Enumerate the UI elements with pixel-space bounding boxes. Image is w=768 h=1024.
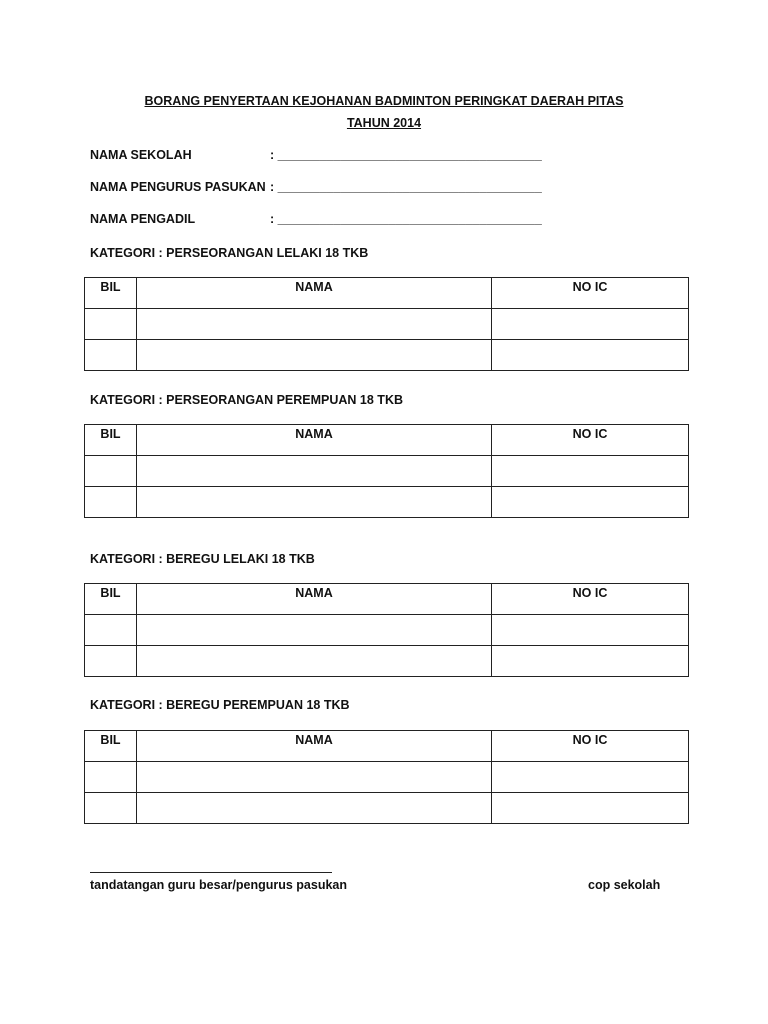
bil-cell[interactable]	[85, 309, 137, 340]
column-header-noic: NO IC	[492, 584, 689, 615]
noic-cell[interactable]	[492, 793, 689, 824]
noic-cell[interactable]	[492, 309, 689, 340]
column-header-nama: NAMA	[137, 731, 492, 762]
table-row	[85, 340, 689, 371]
column-header-bil: BIL	[85, 425, 137, 456]
table-row	[85, 762, 689, 793]
school-name-label: NAMA SEKOLAH	[90, 148, 192, 162]
column-header-nama: NAMA	[137, 584, 492, 615]
entry-table	[84, 730, 689, 824]
referee-name-label: NAMA PENGADIL	[90, 212, 196, 226]
nama-cell[interactable]	[137, 793, 492, 824]
column-header-bil: BIL	[85, 278, 137, 309]
nama-cell[interactable]	[137, 309, 492, 340]
noic-cell[interactable]	[492, 456, 689, 487]
column-header-bil: BIL	[85, 731, 137, 762]
signature-line[interactable]	[90, 872, 332, 873]
column-header-bil: BIL	[85, 584, 137, 615]
table-row	[85, 487, 689, 518]
bil-cell[interactable]	[85, 487, 137, 518]
table-row	[85, 646, 689, 677]
table-row	[85, 309, 689, 340]
nama-cell[interactable]	[137, 340, 492, 371]
nama-cell[interactable]	[137, 762, 492, 793]
table-header-row	[85, 425, 689, 456]
nama-cell[interactable]	[137, 615, 492, 646]
bil-cell[interactable]	[85, 615, 137, 646]
bil-cell[interactable]	[85, 456, 137, 487]
category-heading: KATEGORI : BEREGU PEREMPUAN 18 TKB	[90, 698, 350, 712]
form-title: BORANG PENYERTAAN KEJOHANAN BADMINTON PERINGKAT DAERAH PITAS	[144, 94, 624, 108]
table-row	[85, 615, 689, 646]
bil-cell[interactable]	[85, 762, 137, 793]
category-heading: KATEGORI : PERSEORANGAN PEREMPUAN 18 TKB	[90, 393, 403, 407]
school-name-field[interactable]: : ______________________________________	[270, 148, 542, 162]
nama-cell[interactable]	[137, 646, 492, 677]
column-header-noic: NO IC	[492, 425, 689, 456]
noic-cell[interactable]	[492, 615, 689, 646]
school-stamp-label: cop sekolah	[588, 878, 661, 892]
referee-name-field[interactable]: : ______________________________________	[270, 212, 542, 226]
column-header-noic: NO IC	[492, 278, 689, 309]
bil-cell[interactable]	[85, 340, 137, 371]
table-header-row	[85, 731, 689, 762]
entry-table	[84, 583, 689, 677]
nama-cell[interactable]	[137, 487, 492, 518]
table-header-row	[85, 278, 689, 309]
signature-label: tandatangan guru besar/pengurus pasukan	[90, 878, 347, 892]
table-row	[85, 456, 689, 487]
noic-cell[interactable]	[492, 340, 689, 371]
noic-cell[interactable]	[492, 646, 689, 677]
bil-cell[interactable]	[85, 646, 137, 677]
column-header-nama: NAMA	[137, 425, 492, 456]
entry-table	[84, 424, 689, 518]
category-heading: KATEGORI : BEREGU LELAKI 18 TKB	[90, 552, 315, 566]
entry-table	[84, 277, 689, 371]
noic-cell[interactable]	[492, 487, 689, 518]
team-manager-label: NAMA PENGURUS PASUKAN	[90, 180, 266, 194]
noic-cell[interactable]	[492, 762, 689, 793]
column-header-nama: NAMA	[137, 278, 492, 309]
category-heading: KATEGORI : PERSEORANGAN LELAKI 18 TKB	[90, 246, 369, 260]
table-header-row	[85, 584, 689, 615]
nama-cell[interactable]	[137, 456, 492, 487]
form-year: TAHUN 2014	[346, 116, 422, 130]
column-header-noic: NO IC	[492, 731, 689, 762]
team-manager-field[interactable]: : ______________________________________	[270, 180, 542, 194]
bil-cell[interactable]	[85, 793, 137, 824]
table-row	[85, 793, 689, 824]
